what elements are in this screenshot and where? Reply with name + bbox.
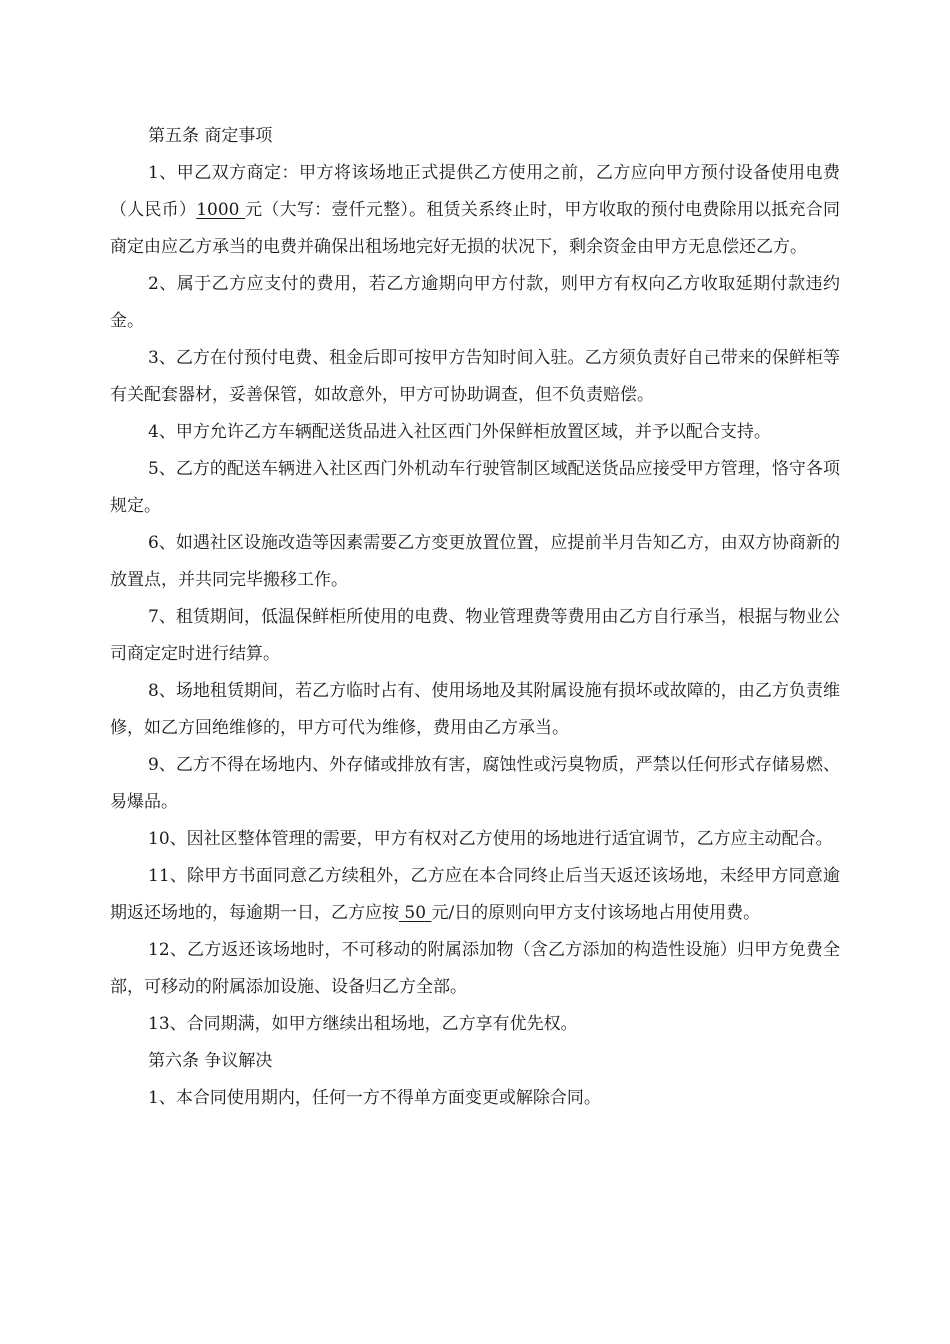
clause-5-1-text-b: 元（大写：壹仟元整）。租赁关系终止时，甲方收取的预付电费除用以抵充合同商定由应乙方承当的电费并确保出租场地完好无损的状况下，剩余资金由甲方无息偿还乙方。 [110, 200, 841, 257]
prepaid-amount: 1000 [196, 200, 240, 220]
clause-5-6: 6、如遇社区设施改造等因素需要乙方变更放置位置，应提前半月告知乙方，由双方协商新的放置点，并共同完毕搬移工作。 [110, 533, 840, 590]
contract-body [110, 118, 840, 1117]
clause-5-2: 2、属于乙方应支付的费用，若乙方逾期向甲方付款，则甲方有权向乙方收取延期付款违约金。 [110, 274, 840, 331]
clause-5-7: 7、租赁期间，低温保鲜柜所使用的电费、物业管理费等费用由乙方自行承当，根据与物业公司商定定时进行结算。 [110, 607, 840, 664]
section-6-heading: 第六条 争议解决 [148, 1051, 273, 1071]
clause-5-3: 3、乙方在付预付电费、租金后即可按甲方告知时间入驻。乙方须负责好自己带来的保鲜柜等有关配套器材，妥善保管，如故意外，甲方可协助调查，但不负责赔偿。 [110, 348, 840, 405]
clause-5-8: 8、场地租赁期间，若乙方临时占有、使用场地及其附属设施有损坏或故障的，由乙方负责维修，如乙方回绝维修的，甲方可代为维修，费用由乙方承当。 [110, 681, 840, 738]
section-5-heading: 第五条 商定事项 [148, 126, 273, 146]
clause-5-11-text-a: 11、除甲方书面同意乙方续租外，乙方应在本合同终止后当天返还该场地，未经甲方同意逾期返还场地的，每逾期一日，乙方应按 [110, 866, 840, 923]
clause-5-4: 4、甲方允许乙方车辆配送货品进入社区西门外保鲜柜放置区域，并予以配合支持。 [148, 422, 771, 442]
clause-5-9: 9、乙方不得在场地内、外存储或排放有害，腐蚀性或污臭物质，严禁以任何形式存储易燃、易爆品。 [110, 755, 840, 812]
clause-5-12: 12、乙方返还该场地时，不可移动的附属添加物（含乙方添加的构造性设施）归甲方免费全部，可移动的附属添加设施、设备归乙方全部。 [110, 940, 840, 997]
overdue-daily-fee: 50 [404, 903, 427, 923]
clause-5-5: 5、乙方的配送车辆进入社区西门外机动车行驶管制区域配送货品应接受甲方管理，恪守各项规定。 [110, 459, 840, 516]
clause-5-13: 13、合同期满，如甲方继续出租场地，乙方享有优先权。 [148, 1014, 578, 1034]
clause-6-1: 1、本合同使用期内，任何一方不得单方面变更或解除合同。 [148, 1088, 601, 1108]
clause-5-1 [110, 155, 840, 266]
clause-5-10: 10、因社区整体管理的需要，甲方有权对乙方使用的场地进行适宜调节，乙方应主动配合。 [148, 829, 833, 849]
clause-5-11-text-b: 元/日的原则向甲方支付该场地占用使用费。 [431, 903, 761, 923]
clause-5-1-text-a: 1、甲乙双方商定：甲方将该场地正式提供乙方使用之前，乙方应向甲方预付设备使用电费（人民币） [110, 163, 840, 220]
clause-5-11 [110, 858, 840, 932]
